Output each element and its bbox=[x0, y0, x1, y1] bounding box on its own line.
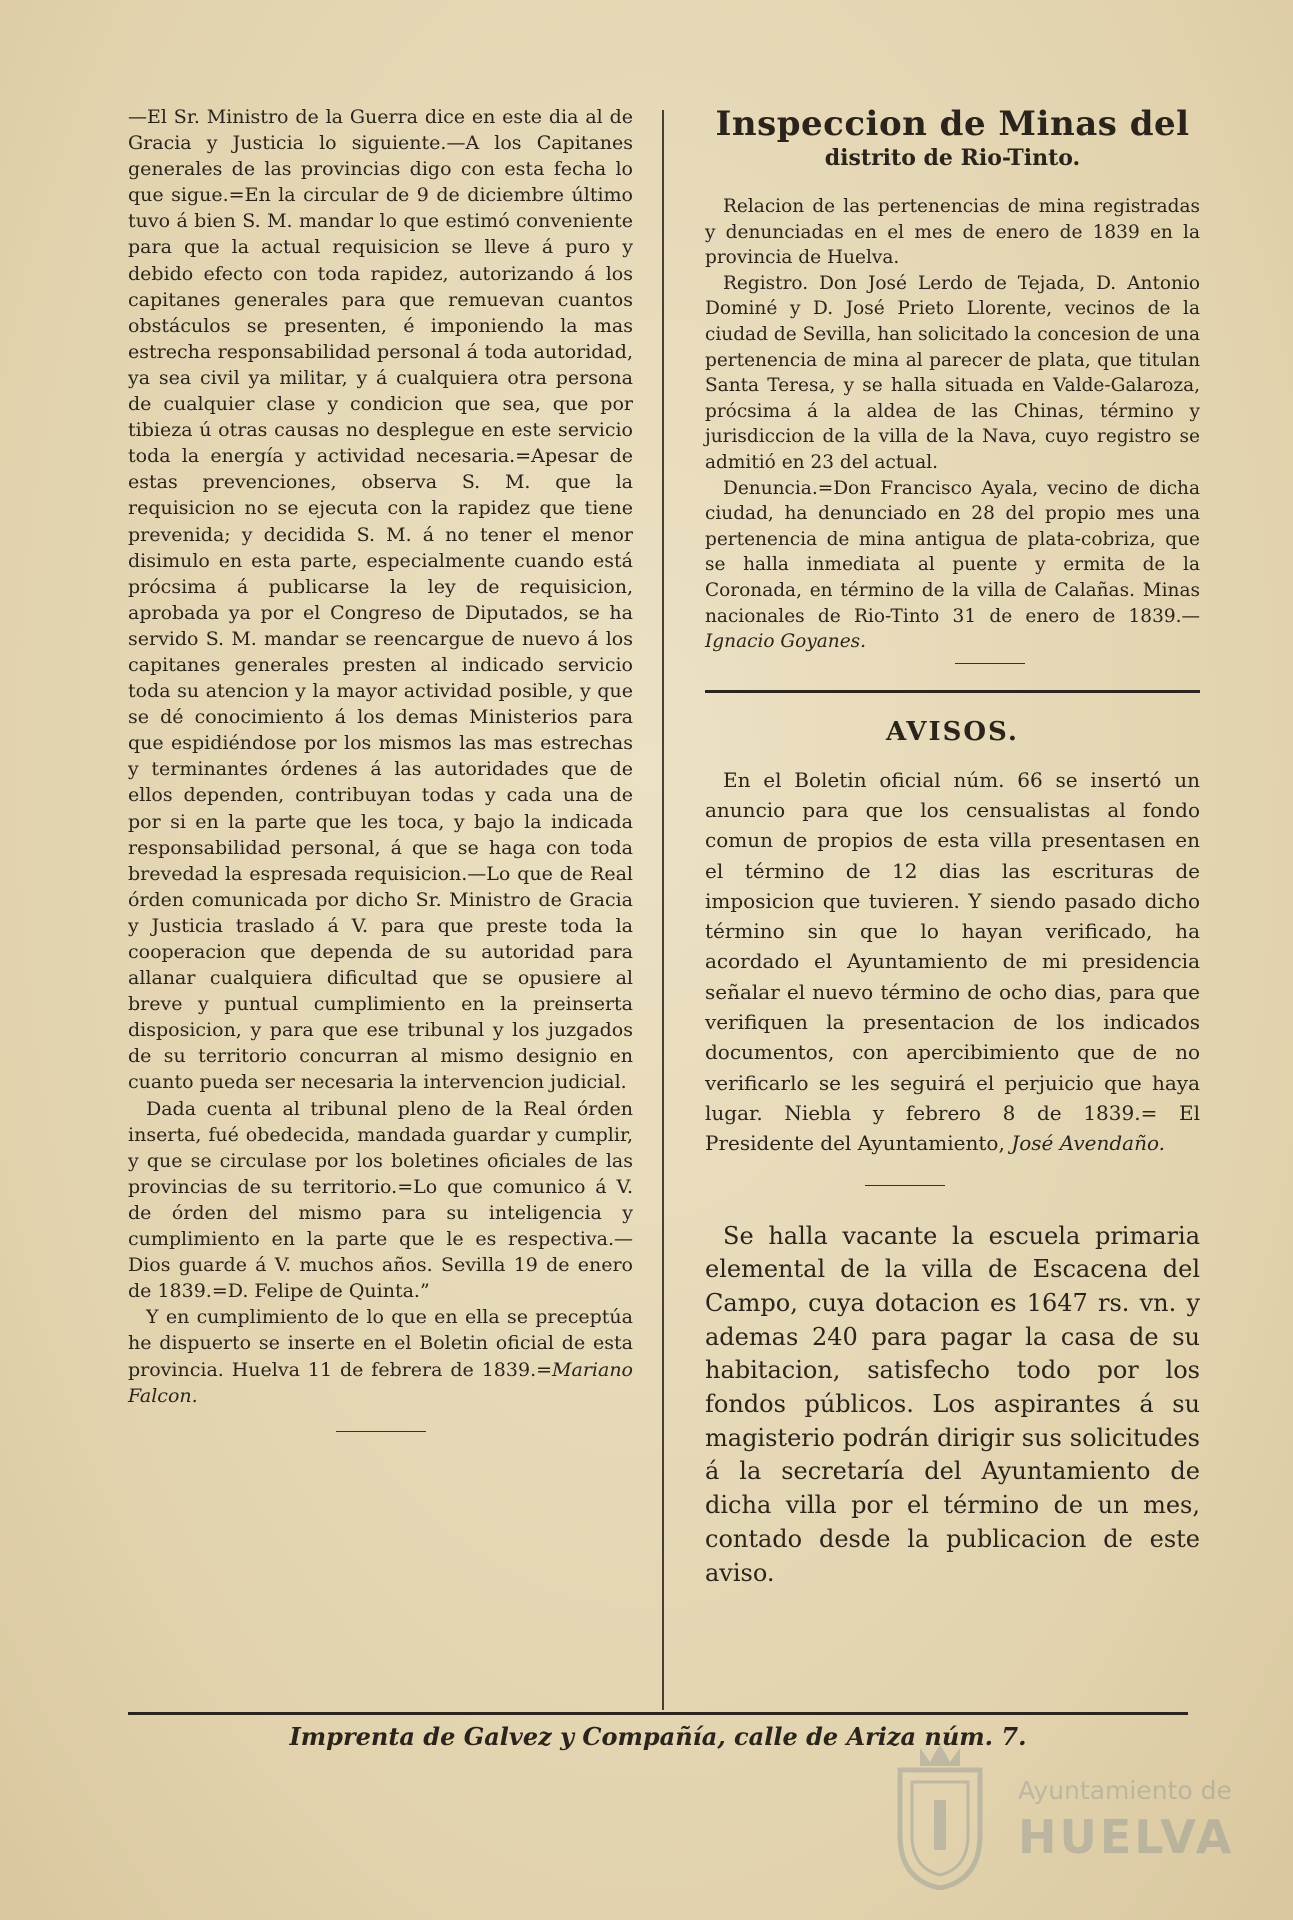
relacion-paragraph: Relacion de las pertenencias de mina registradas y denunciadas en el mes de enero de 1839 en la provincia de Huelva. bbox=[705, 196, 1200, 269]
mines-section bbox=[705, 104, 1200, 664]
publication-paragraph bbox=[128, 1304, 633, 1408]
signature-falcon: Mariano Falcon. bbox=[128, 1358, 633, 1407]
registro-paragraph: Registro. Don José Lerdo de Tejada, D. Antonio Dominé y D. José Prieto Llorente, vecinos de la ciudad de Sevilla, han solicitado la concesion de una pertenencia de mina al parecer de plata, que titulan Santa Teresa, y se halla situada en Valde-Galaroza, prócsima á la aldea de las Chinas, término y jurisdiccion de la villa de la Nava, cuyo registro se admitió en 23 del actual. bbox=[705, 272, 1200, 473]
mines-end-rule bbox=[955, 663, 1025, 664]
tribunal-paragraph: Dada cuenta al tribunal pleno de la Real órden inserta, fué obedecida, mandada guardar y cumplir, y que se circulase por los boletines oficiales de las provincias de su territorio.=Lo que comunico á V. de órden del mismo para su inteligencia y cumplimiento en la parte que le es respectiva.—Dios guarde á V. muchos años. Sevilla 19 de enero de 1839.=D. Felipe de Quinta.” bbox=[128, 1097, 633, 1303]
left-column bbox=[128, 104, 633, 1444]
aviso-niebla-paragraph bbox=[705, 765, 1200, 1159]
right-column bbox=[705, 104, 1200, 1590]
aviso-escacena-paragraph: Se halla vacante la escuela primaria elemental de la villa de Escacena del Campo, cuya dotacion es 1647 rs. vn. y ademas 240 para pagar la casa de su habitacion, satisfecho todo por los fondos públicos. Los aspirantes á su magisterio podrán dirigir sus solicitudes á la secretaría del Ayuntamiento de dicha villa por el término de un mes, contado desde la publicacion de este aviso. bbox=[705, 1221, 1200, 1587]
printer-imprint: Imprenta de Galvez y Compañía, calle de Ariza núm. 7. bbox=[289, 1722, 1027, 1751]
watermark-line1: Ayuntamiento de bbox=[1018, 1776, 1232, 1805]
footer-rule bbox=[128, 1712, 1188, 1715]
denuncia-paragraph bbox=[705, 476, 1200, 655]
column-divider bbox=[662, 110, 664, 1710]
aviso-escacena bbox=[705, 1220, 1200, 1591]
royal-order-paragraph: —El Sr. Ministro de la Guerra dice en este dia al de Gracia y Justicia lo siguiente.—A los Capitanes generales de las provincias digo con esta fecha lo que sigue.=En la circular de 9 de diciembre último tuvo á bien S. M. mandar lo que estimó conveniente para que la actual requisicion se lleve á puro y debido efecto con toda rapidez, autorizando á los capitanes generales para que remuevan cuantos obstáculos se presenten, é imponiendo la mas estrecha responsabilidad personal á toda autoridad, ya sea civil ya militar, y á cualquiera otra persona de cualquier clase y condicion que sea, que por tibieza ú otras causas no desplegue en este servicio toda la energía y actividad necesaria.=Apesar de estas prevenciones, observa S. M. que la requisicion no se ejecuta con la rapidez que tiene prevenida; y decidida S. M. á no tener el menor disimulo en esta parte, especialmente cuando está prócsima á publicarse la ley de requisicion, aprobada ya por el Congreso de Diputados, se ha servido S. M. mandar se reencargue de nuevo á los capitanes generales presten al indicado servicio toda su atencion y la mayor actividad posible, y que se dé conocimiento á los demas Ministerios para que espidiéndose por los mismos las mas estrechas y terminantes órdenes á las autoridades que de ellos dependen, contribuyan todas y cada una de por si en la parte que les toca, y bajo la indicada responsabilidad personal, á que se haga con toda brevedad la espresada requisicion.—Lo que de Real órden comunicada por dicho Sr. Ministro de Gracia y Justicia traslado á V. para que preste toda la cooperacion que dependa de su autoridad para allanar cualquiera dificultad que se opusiere al breve y puntual cumplimiento en la preinserta disposicion, y para que ese tribunal y los juzgados de su territorio concurran al mismo designio en cuanto pueda ser necesaria la intervencion judicial. bbox=[128, 106, 633, 1094]
denuncia-text: Denuncia.=Don Francisco Ayala, vecino de dicha ciudad, ha denunciado en 28 del propio mes una pertenencia de mina antigua de plata-cobriza, que se halla inmediata al puente y ermita de la Coronada, en término de la villa de Calañas. Minas nacionales de Rio-Tinto 31 de enero de 1839.— bbox=[705, 477, 1200, 627]
aviso-niebla bbox=[705, 765, 1200, 1159]
city-seal-icon bbox=[890, 1740, 990, 1890]
end-rule-left bbox=[336, 1431, 426, 1432]
section-divider bbox=[705, 690, 1200, 693]
mines-section-title: Inspeccion de Minas del bbox=[715, 104, 1190, 144]
aviso-niebla-text: En el Boletin oficial núm. 66 se insertó un anuncio para que los censualistas al fondo comun de propios de esta villa presentasen en el término de 12 dias las escrituras de imposicion que tuvieren. Y siendo pasado dicho término sin que lo hayan verificado, ha acordado el Ayuntamiento de mi presidencia señalar el nuevo término de ocho dias, para que verifiquen la presentacion de los indicados documentos, con apercibimiento que de no verificarlo se les seguirá el perjuicio que haya lugar. Niebla y febrero 8 de 1839.= El Presidente del Ayuntamiento, bbox=[705, 767, 1200, 1156]
signature-avendano: José Avendaño. bbox=[1011, 1131, 1166, 1156]
watermark-line2: HUELVA bbox=[1018, 1810, 1235, 1864]
avisos-heading: AVISOS. bbox=[886, 716, 1019, 747]
publication-text: Y en cumplimiento de lo que en ella se preceptúa he dispuerto se inserte en el Boletin oficial de esta provincia. Huelva 11 de febrera de 1839.= bbox=[128, 1306, 633, 1381]
signature-goyanes: Ignacio Goyanes. bbox=[705, 631, 867, 653]
huelva-watermark bbox=[890, 1740, 1235, 1900]
aviso-separator-rule bbox=[865, 1185, 945, 1186]
mines-section-subtitle: distrito de Rio-Tinto. bbox=[824, 145, 1081, 171]
